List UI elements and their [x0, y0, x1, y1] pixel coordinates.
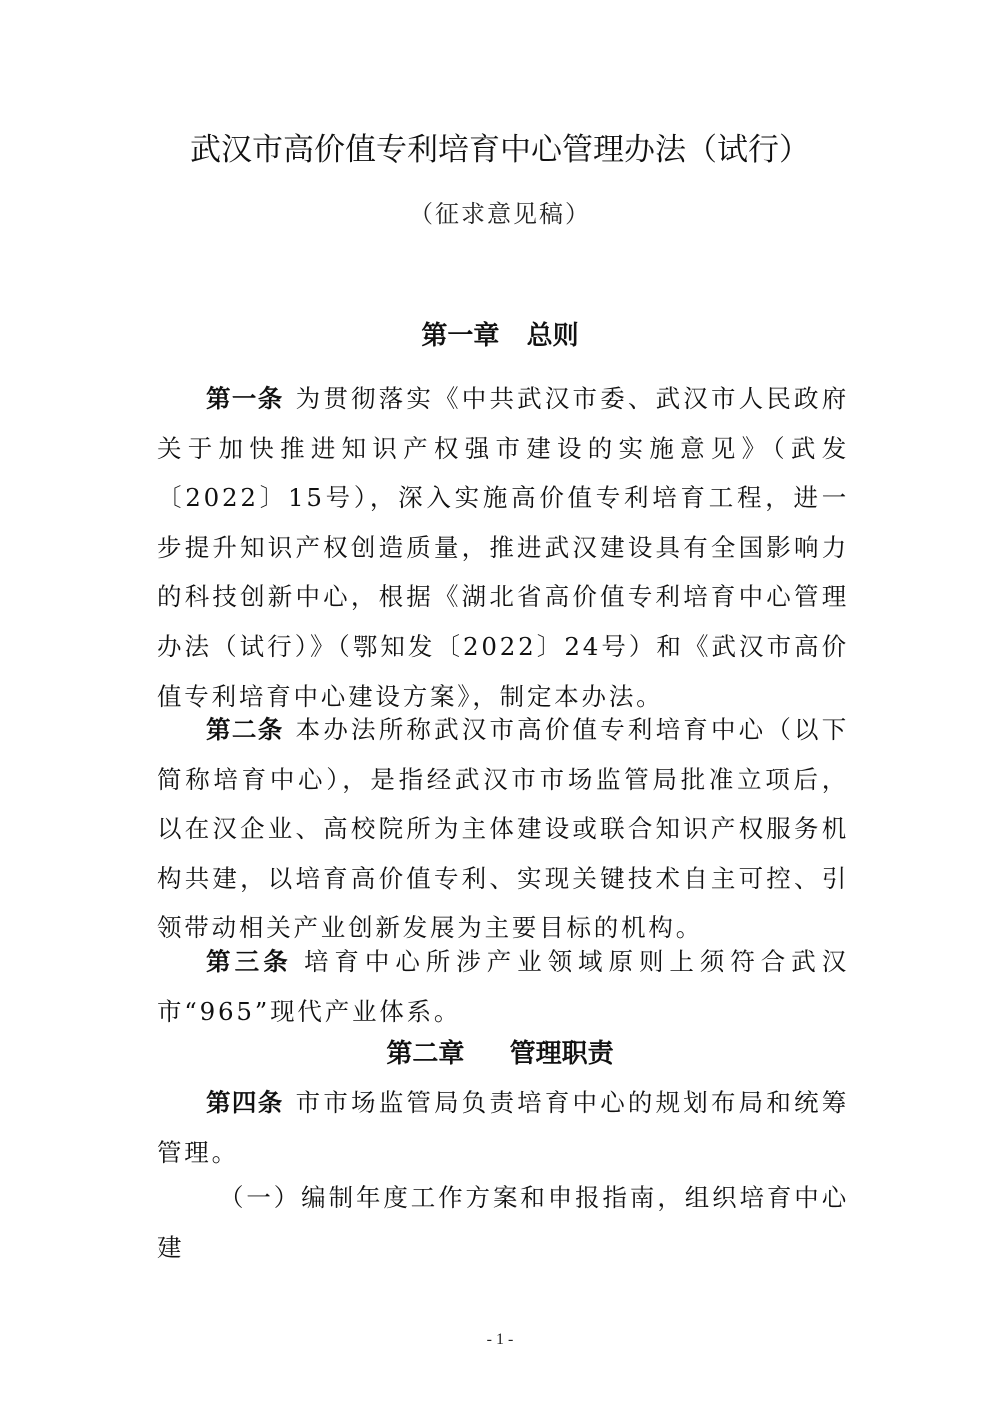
article-2	[157, 705, 849, 953]
article-1	[157, 374, 849, 721]
chapter-1-heading: 第一章 总则	[421, 321, 579, 351]
article-2-text: 本办法所称武汉市高价值专利培育中心（以下简称培育中心），是指经武汉市市场监管局批准立项后，以在汉企业、高校院所为主体建设或联合知识产权服务机构共建，以培育高价值专利、实现关键技术自主可控、引领带动相关产业创新发展为主要目标的机构。	[157, 715, 850, 943]
article-1-number: 第一条	[206, 384, 284, 413]
document-subtitle: （征求意见稿）	[409, 200, 591, 228]
chapter-2-heading: 第二章 管理职责	[386, 1039, 614, 1069]
article-4-item-1: （一）编制年度工作方案和申报指南，组织培育中心建	[157, 1183, 849, 1262]
article-3-number: 第三条	[206, 947, 292, 976]
article-1-text: 为贯彻落实《中共武汉市委、武汉市人民政府关于加快推进知识产权强市建设的实施意见》（武发〔2022〕15号），深入实施高价值专利培育工程，进一步提升知识产权创造质量，推进武汉建设具有全国影响力的科技创新中心，根据《湖北省高价值专利培育中心管理办法（试行）》（鄂知发〔2022〕24号）和《武汉市高价值专利培育中心建设方案》，制定本办法。	[157, 384, 850, 711]
article-4-number: 第四条	[206, 1088, 284, 1117]
article-4	[157, 1078, 849, 1177]
page-number: - 1 -	[486, 1331, 514, 1348]
article-3	[157, 937, 849, 1036]
article-4-text: 市市场监管局负责培育中心的规划布局和统筹管理。	[157, 1088, 850, 1167]
document-title: 武汉市高价值专利培育中心管理办法（试行）	[190, 132, 810, 168]
article-2-number: 第二条	[206, 715, 284, 744]
article-3-text: 培育中心所涉产业领域原则上须符合武汉市“965”现代产业体系。	[157, 947, 849, 1026]
